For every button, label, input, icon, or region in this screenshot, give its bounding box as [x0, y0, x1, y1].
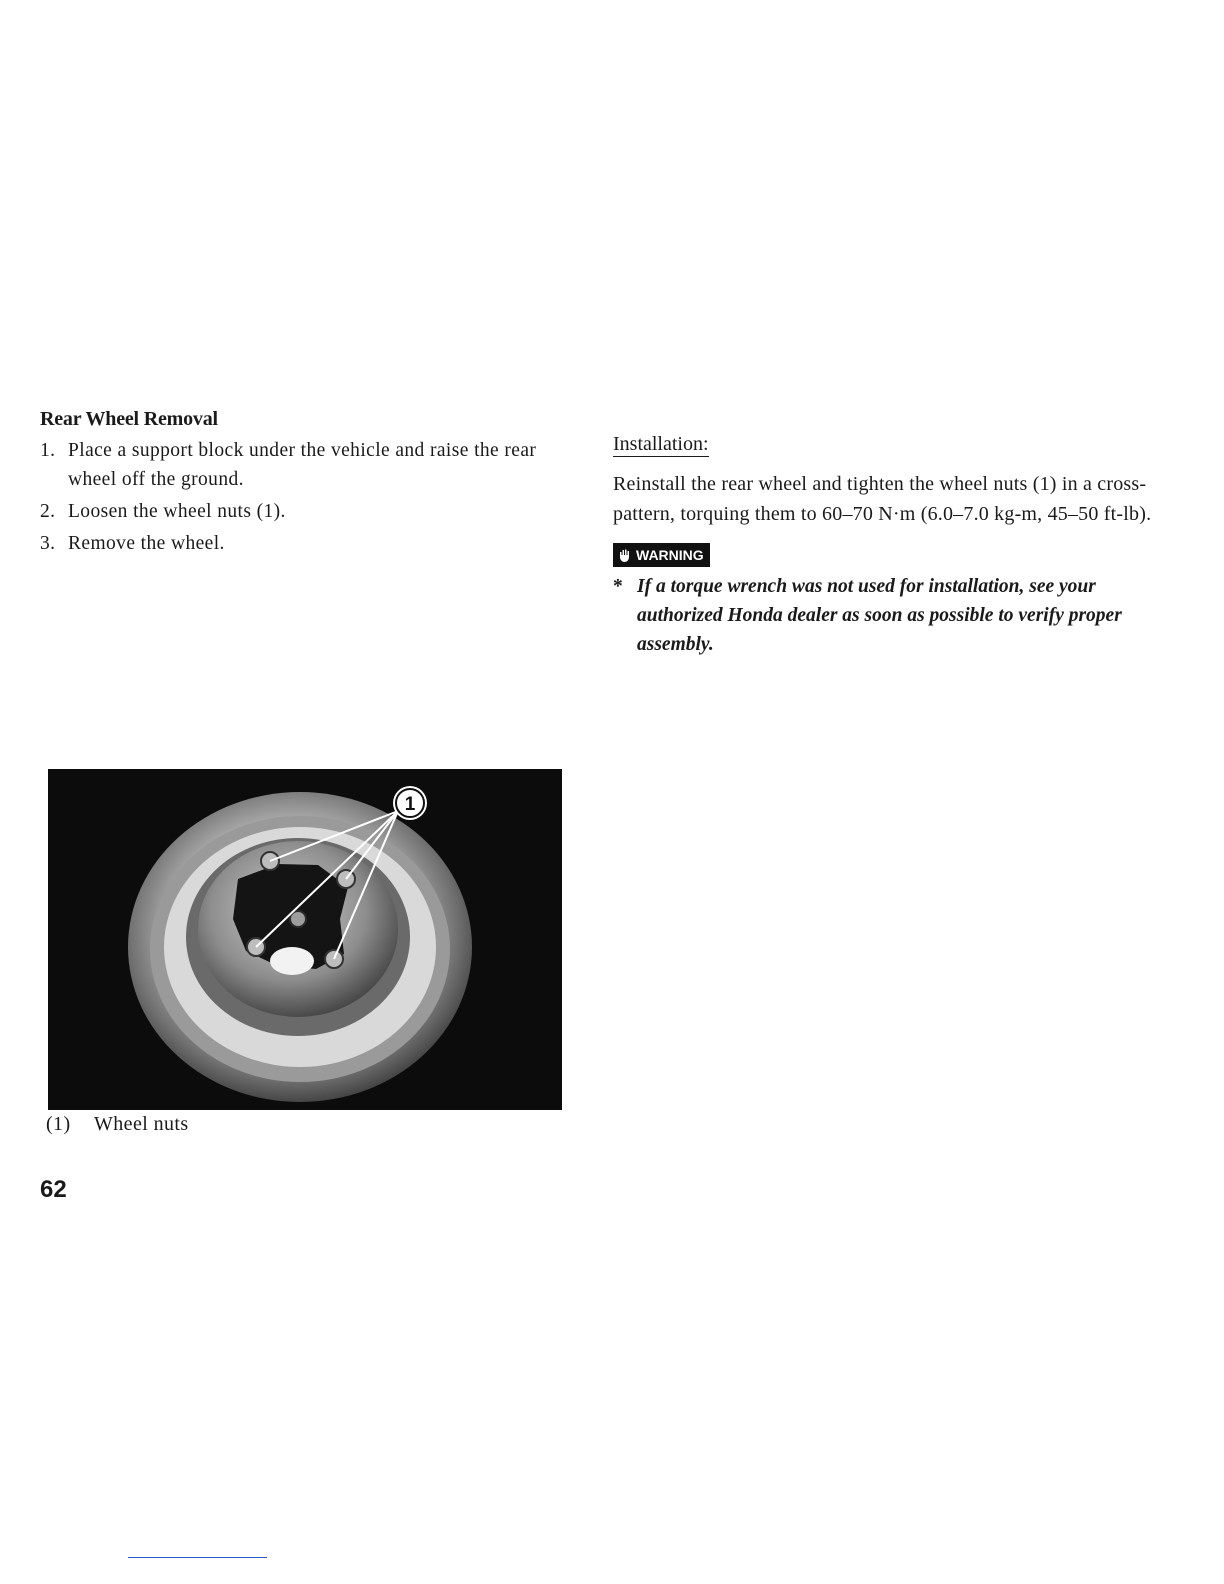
step-text: Place a support block under the vehicle and raise the rear wheel off the ground.	[68, 440, 537, 490]
caption-number: (1)	[46, 1113, 71, 1135]
warning-bullet: *	[613, 576, 623, 597]
step-text: Remove the wheel.	[68, 533, 225, 554]
step-number: 1.	[40, 440, 56, 461]
installation-text: Reinstall the rear wheel and tighten the wheel nuts (1) in a cross-pattern, torquing them to 60–70 N·m (6.0–7.0 kg-m, 45–50 ft-lb).	[613, 473, 1152, 525]
warning-hand-icon	[617, 547, 633, 563]
wheel-photo	[48, 769, 562, 1110]
caption-text: Wheel nuts	[94, 1113, 189, 1135]
figure-caption	[46, 1113, 189, 1136]
step-text: Loosen the wheel nuts (1).	[68, 501, 286, 522]
section-title-rear-wheel-removal: Rear Wheel Removal	[40, 408, 218, 430]
list-item	[40, 436, 585, 494]
list-item	[40, 529, 585, 558]
callout-number: 1	[404, 794, 416, 815]
list-item	[613, 572, 1153, 659]
warning-list	[613, 572, 1153, 659]
list-item	[40, 497, 585, 526]
warning-badge	[613, 543, 710, 567]
warning-label: WARNING	[636, 547, 704, 563]
step-number: 2.	[40, 501, 56, 522]
warning-text: If a torque wrench was not used for installation, see your authorized Honda dealer as soon as possible to verify proper assembly.	[637, 576, 1122, 655]
page-number: 62	[40, 1176, 67, 1203]
removal-steps-list	[40, 436, 585, 561]
installation-section	[613, 432, 1153, 659]
footer-rule	[128, 1557, 267, 1558]
step-number: 3.	[40, 533, 56, 554]
section-title-installation: Installation:	[613, 433, 709, 455]
